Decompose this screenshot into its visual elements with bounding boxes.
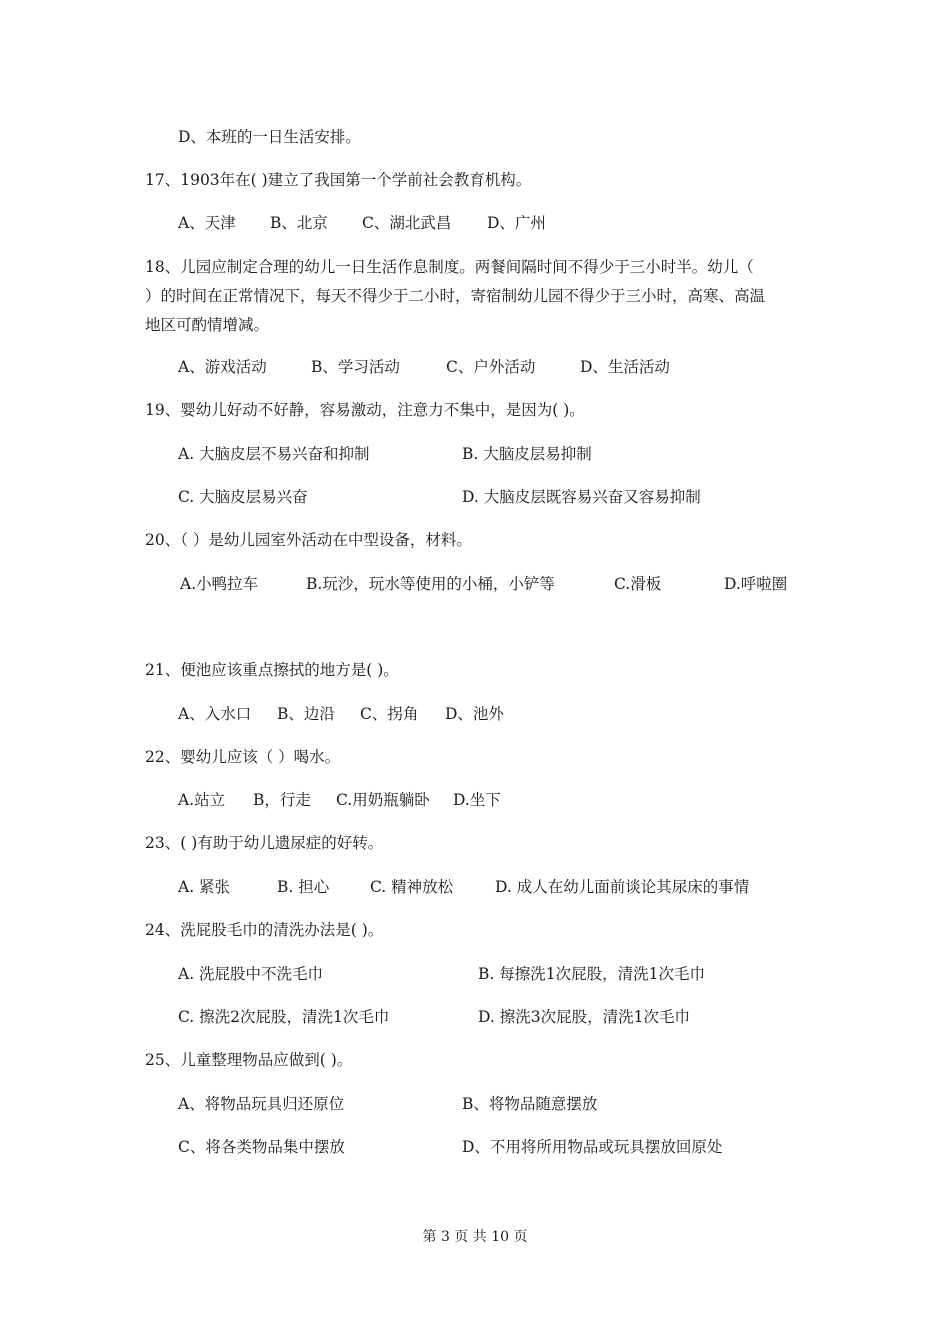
q18-stem-line-1: 18、儿园应制定合理的幼儿一日生活作息制度。两餐间隔时间不得少于三小时半。幼儿（ [145,258,754,276]
q22-option-a: A.站立 [178,791,226,809]
q18-stem-line-3: 地区可酌情增减。 [145,316,270,334]
q19-option-c: C. 大脑皮层易兴奋 [178,488,308,506]
q23-option-a: A. 紧张 [178,878,231,896]
q18-option-a: A、游戏活动 [178,358,267,376]
q19-option-b: B. 大脑皮层易抑制 [462,445,592,463]
q20-option-b: B.玩沙，玩水等使用的小桶，小铲等 [306,575,555,593]
q24-stem: 24、洗屁股毛巾的清洗办法是( )。 [145,921,384,939]
q20-stem: 20、（ ）是幼儿园室外活动在中型设备，材料。 [145,531,472,549]
q25-option-d: D、不用将所用物品或玩具摆放回原处 [462,1138,723,1156]
q25-stem: 25、儿童整理物品应做到( )。 [145,1051,353,1069]
q18-option-d: D、生活活动 [580,358,670,376]
q22-stem: 22、婴幼儿应该（ ）喝水。 [145,748,341,766]
q20-option-a: A.小鸭拉车 [180,575,259,593]
q17-option-d: D、广州 [487,214,546,232]
q20-option-d: D.呼啦圈 [724,575,788,593]
q21-stem: 21、便池应该重点擦拭的地方是( )。 [145,661,399,679]
q21-option-a: A、入水口 [178,705,252,723]
q24-option-a: A. 洗屁股中不洗毛巾 [178,965,324,983]
q21-option-b: B、边沿 [277,705,335,723]
q18-option-c: C、户外活动 [446,358,536,376]
q25-option-a: A、将物品玩具归还原位 [178,1095,345,1113]
q17-option-c: C、湖北武昌 [362,214,452,232]
q17-stem: 17、1903年在( )建立了我国第一个学前社会教育机构。 [145,171,532,189]
q21-option-d: D、池外 [445,705,504,723]
q19-option-d: D. 大脑皮层既容易兴奋又容易抑制 [462,488,701,506]
q25-option-c: C、将各类物品集中摆放 [178,1138,345,1156]
q20-option-c: C.滑板 [614,575,662,593]
q16-option-d: D、本班的一日生活安排。 [178,128,361,146]
q23-stem: 23、( )有助于幼儿遗尿症的好转。 [145,834,384,852]
q19-option-a: A. 大脑皮层不易兴奋和抑制 [178,445,370,463]
q24-option-b: B. 每擦洗1次屁股，清洗1次毛巾 [478,965,705,983]
q24-option-c: C. 擦洗2次屁股，清洗1次毛巾 [178,1008,390,1026]
page-number-footer: 第 3 页 共 10 页 [422,1229,528,1245]
q22-option-d: D.坐下 [453,791,501,809]
q25-option-b: B、将物品随意摆放 [462,1095,598,1113]
q23-option-c: C. 精神放松 [370,878,454,896]
q24-option-d: D. 擦洗3次屁股，清洗1次毛巾 [478,1008,690,1026]
q21-option-c: C、拐角 [360,705,419,723]
q17-option-a: A、天津 [178,214,236,232]
q23-option-b: B. 担心 [277,878,330,896]
q17-option-b: B、北京 [270,214,328,232]
q18-stem-line-2: ）的时间在正常情况下，每天不得少于二小时，寄宿制幼儿园不得少于三小时，高寒、高温 [145,287,766,305]
q22-option-b: B，行走 [253,791,311,809]
q23-option-d: D. 成人在幼儿面前谈论其尿床的事情 [495,878,750,896]
q19-stem: 19、婴幼儿好动不好静，容易激动，注意力不集中，是因为( )。 [145,401,585,419]
q22-option-c: C.用奶瓶躺卧 [336,791,430,809]
q18-option-b: B、学习活动 [311,358,400,376]
